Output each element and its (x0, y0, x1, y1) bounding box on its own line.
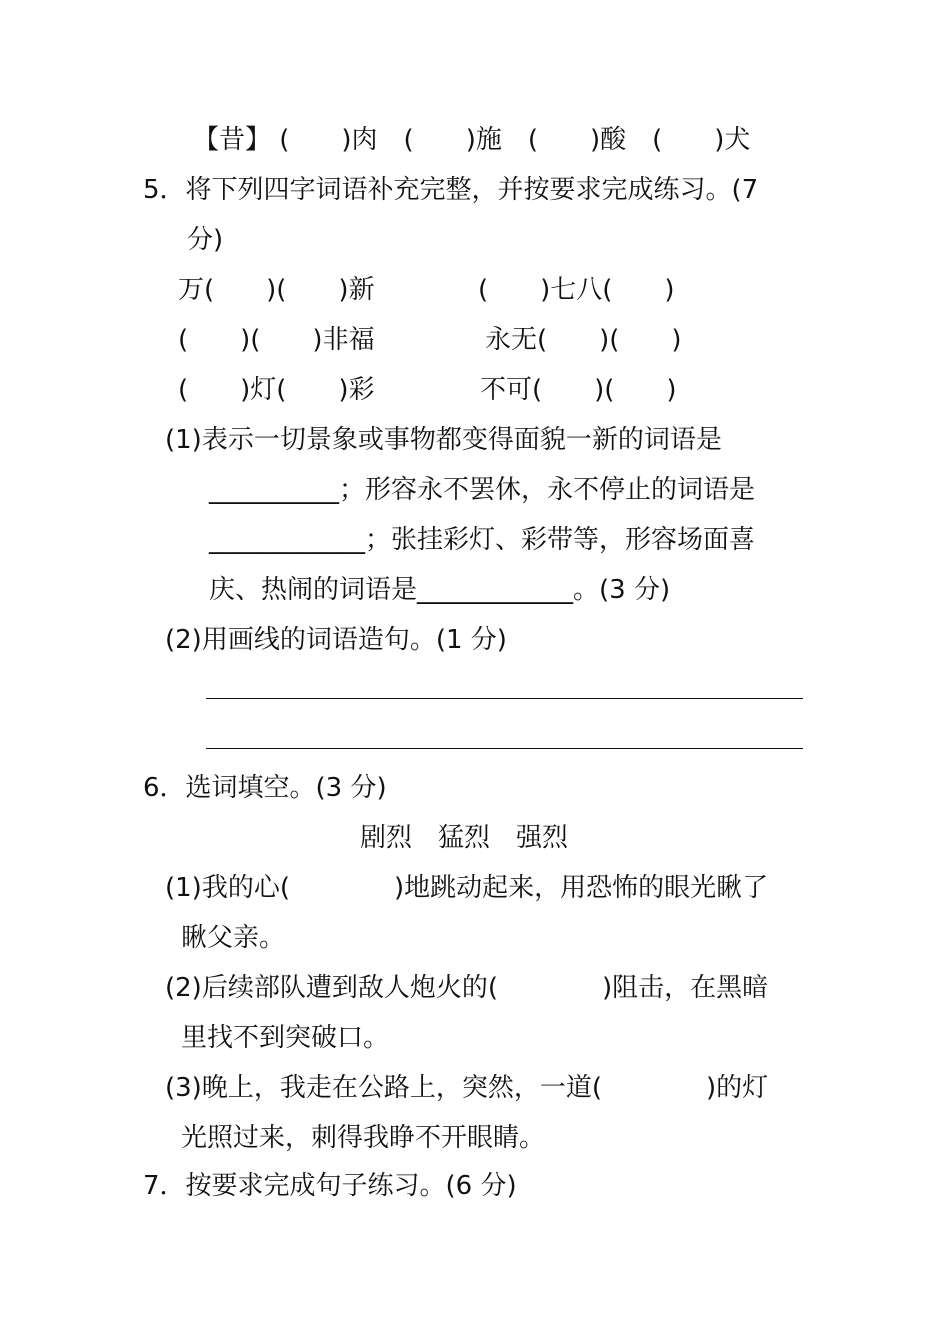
answer-line-1[interactable] (206, 698, 803, 699)
q6-title: 6．选词填空。(3 分) (143, 773, 387, 803)
q6-item-2: (2)后续部队遭到敌人炮火的( )阻击，在黑暗 (165, 973, 769, 1003)
q6-item-3-cont: 光照过来，刺得我睁不开眼睛。 (181, 1123, 546, 1153)
q5-word-4: 永无( )( ) (485, 325, 682, 355)
q6-item-2-cont: 里找不到突破口。 (181, 1023, 390, 1053)
q5-title-cont: 分) (187, 225, 224, 255)
q6-item-3: (3)晚上，我走在公路上，突然，一道( )的灯 (165, 1073, 769, 1103)
q5-sub2: (2)用画线的词语造句。(1 分) (165, 625, 507, 655)
q6-options: 剧烈 猛烈 强烈 (360, 823, 569, 853)
q5-word-5: ( )灯( )彩 (178, 375, 375, 405)
q5-sub1-line4: 庆、热闹的词语是____________。(3 分) (209, 575, 671, 605)
q5-title: 5．将下列四字词语补充完整，并按要求完成练习。(7 (143, 175, 759, 205)
q5-sub1-line2: __________；形容永不罢休，永不停止的词语是 (209, 475, 756, 505)
q6-item-1: (1)我的心( )地跳动起来，用恐怖的眼光瞅了 (165, 873, 769, 903)
q4-xi-row: 【昔】 ( )肉 ( )施 ( )酸 ( )犬 (193, 125, 751, 155)
q5-sub1-line1: (1)表示一切景象或事物都变得面貌一新的词语是 (165, 425, 722, 455)
q7-title: 7．按要求完成句子练习。(6 分) (143, 1171, 517, 1201)
q5-word-3: ( )( )非福 (178, 325, 375, 355)
q5-word-6: 不可( )( ) (480, 375, 677, 405)
q5-sub1-line3: ____________；张挂彩灯、彩带等，形容场面喜 (209, 525, 756, 555)
answer-line-2[interactable] (206, 748, 803, 749)
q5-word-2: ( )七八( ) (478, 275, 675, 305)
q5-word-1: 万( )( )新 (178, 275, 375, 305)
q6-item-1-cont: 瞅父亲。 (181, 923, 286, 953)
